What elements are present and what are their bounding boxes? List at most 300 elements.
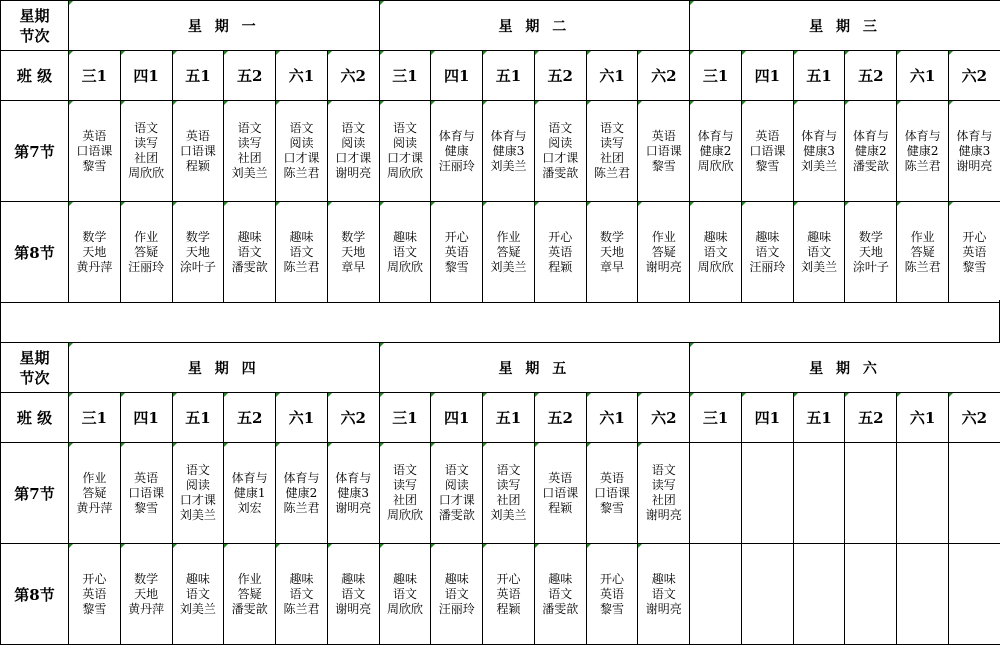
course-line: 阅读 [185, 478, 210, 492]
course-line: 黎雪 [651, 158, 676, 173]
course-line: 语文 [392, 463, 417, 477]
course-line: 谢明亮 [645, 601, 682, 616]
class-header: 五1 [172, 51, 224, 101]
empty-cell [949, 544, 1000, 645]
course-line: 语文 [392, 244, 417, 259]
empty-cell [741, 544, 793, 645]
course-line: 阅读 [289, 136, 314, 150]
course-line: 开心 [600, 571, 625, 586]
course-line: 英语 [600, 586, 625, 601]
course-line: 周欣欣 [386, 601, 423, 616]
period-label: 第7节 [1, 443, 69, 544]
course-line: 趣味 [392, 571, 417, 586]
empty-cell [793, 544, 845, 645]
course-line: 健康3 [337, 485, 370, 500]
class-header: 三1 [690, 393, 742, 443]
course-line: 作业 [496, 229, 521, 244]
course-line: 体育与 [438, 128, 475, 143]
empty-cell [741, 443, 793, 544]
course-line: 黎雪 [82, 601, 107, 616]
day-header: 星 期 五 [379, 343, 690, 393]
course-line: 健康 [444, 143, 469, 158]
course-cell [483, 101, 535, 202]
course-cell [845, 202, 897, 303]
course-line: 陈兰君 [904, 158, 941, 173]
course-line: 英语 [600, 470, 625, 485]
course-line: 健康2 [285, 485, 318, 500]
course-line: 语文 [600, 121, 625, 135]
schedule-block-2 [0, 342, 1000, 645]
class-header: 六1 [897, 51, 949, 101]
corner-cell [1, 1, 69, 51]
course-line: 黎雪 [82, 158, 107, 173]
course-cell [586, 544, 638, 645]
empty-cell [897, 443, 949, 544]
class-header: 六2 [638, 51, 690, 101]
course-cell [224, 202, 276, 303]
course-line: 口才课 [386, 151, 423, 165]
course-cell [431, 101, 483, 202]
course-line: 健康1 [233, 485, 266, 500]
class-header: 六2 [638, 393, 690, 443]
course-cell [120, 544, 172, 645]
day-header-row [1, 1, 1000, 51]
class-header: 五2 [224, 393, 276, 443]
course-line: 谢明亮 [335, 601, 372, 616]
course-line: 答疑 [82, 485, 107, 500]
course-cell [379, 202, 431, 303]
course-line: 趣味 [807, 229, 832, 244]
class-header: 四1 [120, 51, 172, 101]
course-cell [224, 101, 276, 202]
course-line: 趣味 [185, 571, 210, 586]
course-cell [949, 202, 1000, 303]
course-line: 谢明亮 [335, 500, 372, 515]
period-row [1, 443, 1000, 544]
table-gap [0, 300, 1000, 342]
class-header: 六2 [949, 393, 1000, 443]
course-line: 健康2 [699, 143, 732, 158]
class-header: 五2 [845, 393, 897, 443]
course-cell [586, 443, 638, 544]
empty-cell [897, 544, 949, 645]
period-row [1, 202, 1000, 303]
course-line: 答疑 [237, 586, 262, 601]
course-cell [69, 544, 121, 645]
course-line: 趣味 [341, 571, 366, 586]
course-line: 体育与 [697, 128, 734, 143]
course-line: 语文 [134, 121, 159, 135]
course-line: 答疑 [651, 244, 676, 259]
course-cell [534, 202, 586, 303]
corner-label: 星期 [19, 6, 50, 25]
course-line: 潘雯歆 [231, 259, 268, 274]
course-line: 天地 [82, 244, 107, 259]
course-cell [69, 443, 121, 544]
day-header: 星 期 四 [69, 343, 380, 393]
course-line: 周欣欣 [697, 259, 734, 274]
course-line: 程颖 [548, 500, 573, 515]
day-header: 星 期 一 [69, 1, 380, 51]
course-line: 黎雪 [444, 259, 469, 274]
course-cell [379, 544, 431, 645]
course-line: 口语课 [645, 143, 682, 158]
course-line: 读写 [134, 136, 159, 150]
course-line: 黎雪 [600, 500, 625, 515]
course-line: 阅读 [392, 136, 417, 150]
class-header: 三1 [69, 51, 121, 101]
course-line: 作业 [134, 229, 159, 244]
class-header: 三1 [690, 51, 742, 101]
corner-label: 节次 [19, 26, 50, 45]
course-line: 周欣欣 [386, 259, 423, 274]
course-cell [276, 443, 328, 544]
class-header: 五1 [793, 393, 845, 443]
course-cell [638, 544, 690, 645]
corner-label: 星期 [19, 348, 50, 367]
course-line: 刘美兰 [490, 259, 527, 274]
course-line: 英语 [444, 244, 469, 259]
class-header: 四1 [741, 393, 793, 443]
course-line: 趣味 [548, 571, 573, 586]
course-line: 开心 [82, 571, 107, 586]
course-line: 趣味 [289, 571, 314, 586]
course-line: 章早 [600, 259, 625, 274]
class-header: 四1 [431, 393, 483, 443]
course-line: 数学 [341, 229, 366, 244]
course-line: 周欣欣 [386, 166, 423, 180]
course-line: 阅读 [548, 136, 573, 150]
course-line: 趣味 [392, 229, 417, 244]
course-line: 刘美兰 [179, 508, 216, 522]
course-cell [327, 544, 379, 645]
course-cell [120, 443, 172, 544]
course-cell [638, 443, 690, 544]
course-line: 数学 [134, 571, 159, 586]
course-cell [690, 101, 742, 202]
course-line: 潘雯歆 [231, 601, 268, 616]
course-cell [638, 202, 690, 303]
course-line: 黎雪 [755, 158, 780, 173]
course-line: 语文 [341, 586, 366, 601]
course-line: 作业 [237, 571, 262, 586]
course-line: 数学 [185, 229, 210, 244]
course-line: 趣味 [651, 571, 676, 586]
course-line: 体育与 [956, 128, 993, 143]
class-header: 五2 [224, 51, 276, 101]
course-line: 英语 [134, 470, 159, 485]
day-header: 星 期 三 [690, 1, 1000, 51]
course-line: 语文 [289, 121, 314, 135]
course-cell [431, 443, 483, 544]
course-cell [276, 544, 328, 645]
course-line: 社团 [600, 151, 625, 165]
empty-cell [793, 443, 845, 544]
course-cell [327, 101, 379, 202]
class-header: 三1 [379, 393, 431, 443]
course-line: 语文 [807, 244, 832, 259]
course-line: 答疑 [496, 244, 521, 259]
course-cell [431, 544, 483, 645]
course-line: 英语 [962, 244, 987, 259]
course-cell [534, 443, 586, 544]
course-line: 陈兰君 [283, 166, 320, 180]
course-line: 读写 [496, 478, 521, 492]
course-cell [483, 202, 535, 303]
course-line: 天地 [600, 244, 625, 259]
course-line: 刘美兰 [231, 166, 268, 180]
course-line: 体育与 [283, 470, 320, 485]
course-line: 答疑 [134, 244, 159, 259]
course-line: 程颖 [496, 601, 521, 616]
course-line: 语文 [651, 463, 676, 477]
course-line: 趣味 [444, 571, 469, 586]
course-line: 体育与 [904, 128, 941, 143]
course-line: 潘雯歆 [542, 601, 579, 616]
course-line: 英语 [496, 586, 521, 601]
course-cell [120, 202, 172, 303]
course-line: 黎雪 [134, 500, 159, 515]
class-header: 六1 [276, 393, 328, 443]
class-header: 五2 [845, 51, 897, 101]
course-line: 开心 [548, 229, 573, 244]
course-line: 语文 [237, 244, 262, 259]
course-cell [172, 443, 224, 544]
class-header: 六2 [327, 51, 379, 101]
course-cell [586, 101, 638, 202]
course-line: 数学 [82, 229, 107, 244]
course-cell [793, 101, 845, 202]
course-line: 趣味 [755, 229, 780, 244]
course-line: 汪丽玲 [438, 601, 475, 616]
empty-cell [845, 443, 897, 544]
course-cell [690, 202, 742, 303]
course-line: 健康2 [855, 143, 887, 158]
class-header: 六1 [897, 393, 949, 443]
course-line: 健康3 [803, 143, 835, 158]
class-header-row [1, 393, 1000, 443]
corner-cell [1, 343, 69, 393]
course-line: 黎雪 [962, 259, 987, 274]
course-line: 口语课 [179, 143, 216, 158]
course-line: 社团 [651, 493, 676, 507]
course-line: 涂叶子 [179, 259, 216, 274]
course-line: 作业 [82, 470, 107, 485]
course-cell [224, 443, 276, 544]
course-line: 谢明亮 [645, 259, 682, 274]
course-line: 周欣欣 [697, 158, 734, 173]
class-header: 五1 [483, 51, 535, 101]
class-header: 五1 [172, 393, 224, 443]
course-line: 英语 [651, 128, 676, 143]
course-cell [379, 101, 431, 202]
period-row [1, 101, 1000, 202]
course-line: 刘美兰 [179, 601, 216, 616]
class-header: 四1 [431, 51, 483, 101]
course-line: 章早 [341, 259, 366, 274]
course-line: 陈兰君 [594, 166, 631, 180]
course-line: 社团 [237, 151, 262, 165]
course-cell [534, 101, 586, 202]
class-row-label: 班 级 [1, 51, 69, 101]
course-line: 谢明亮 [645, 508, 682, 522]
course-line: 开心 [496, 571, 521, 586]
course-cell [483, 443, 535, 544]
course-line: 陈兰君 [283, 601, 320, 616]
course-line: 数学 [600, 229, 625, 244]
course-cell [897, 202, 949, 303]
course-line: 趣味 [237, 229, 262, 244]
course-line: 口才课 [179, 493, 216, 507]
course-line: 体育与 [335, 470, 372, 485]
class-header: 六2 [949, 51, 1000, 101]
class-header: 五2 [534, 51, 586, 101]
course-line: 体育与 [490, 128, 527, 143]
course-line: 语文 [703, 244, 728, 259]
course-line: 天地 [341, 244, 366, 259]
period-label: 第8节 [1, 544, 69, 645]
course-line: 潘雯歆 [542, 166, 579, 180]
class-header-row [1, 51, 1000, 101]
course-cell [483, 544, 535, 645]
empty-cell [690, 544, 742, 645]
course-line: 黄丹萍 [76, 259, 113, 274]
course-line: 读写 [651, 478, 676, 492]
course-line: 社团 [496, 493, 521, 507]
empty-cell [949, 443, 1000, 544]
course-cell [276, 101, 328, 202]
course-line: 周欣欣 [386, 508, 423, 522]
course-cell [172, 101, 224, 202]
course-line: 语文 [237, 121, 262, 135]
course-line: 程颖 [185, 158, 210, 173]
course-cell [69, 202, 121, 303]
course-line: 刘美兰 [490, 508, 527, 522]
course-line: 体育与 [231, 470, 268, 485]
course-line: 开心 [962, 229, 987, 244]
course-line: 体育与 [801, 128, 838, 143]
course-line: 读写 [237, 136, 262, 150]
course-line: 作业 [910, 229, 935, 244]
course-line: 口才课 [542, 151, 579, 165]
course-line: 语文 [444, 463, 469, 477]
course-line: 读写 [600, 136, 625, 150]
course-line: 口才课 [438, 493, 475, 507]
course-line: 口语课 [749, 143, 786, 158]
course-line: 口语课 [128, 485, 165, 500]
course-cell [949, 101, 1000, 202]
course-line: 语文 [548, 121, 573, 135]
course-line: 英语 [82, 586, 107, 601]
course-line: 语文 [392, 121, 417, 135]
course-line: 口语课 [76, 143, 113, 158]
course-cell [172, 202, 224, 303]
course-line: 语文 [392, 586, 417, 601]
schedule-table-1 [0, 0, 1000, 303]
class-header: 四1 [741, 51, 793, 101]
day-header: 星 期 六 [690, 343, 1000, 393]
course-cell [741, 202, 793, 303]
course-cell [327, 202, 379, 303]
course-line: 作业 [651, 229, 676, 244]
schedule-table-2 [0, 342, 1000, 645]
course-line: 程颖 [548, 259, 573, 274]
course-line: 天地 [858, 244, 883, 259]
class-header: 四1 [120, 393, 172, 443]
course-line: 体育与 [852, 128, 889, 143]
course-line: 陈兰君 [283, 259, 320, 274]
course-line: 涂叶子 [852, 259, 889, 274]
course-line: 汪丽玲 [438, 158, 475, 173]
course-line: 答疑 [910, 244, 935, 259]
course-line: 趣味 [289, 229, 314, 244]
course-cell [224, 544, 276, 645]
course-line: 读写 [392, 478, 417, 492]
course-line: 健康3 [492, 143, 525, 158]
course-line: 英语 [548, 470, 573, 485]
course-line: 语文 [651, 586, 676, 601]
course-cell [172, 544, 224, 645]
course-line: 天地 [185, 244, 210, 259]
course-cell [431, 202, 483, 303]
course-line: 语文 [289, 244, 314, 259]
class-header: 六1 [586, 393, 638, 443]
course-line: 口语课 [594, 485, 631, 500]
course-line: 黄丹萍 [76, 500, 113, 515]
course-line: 黄丹萍 [128, 601, 165, 616]
course-line: 语文 [755, 244, 780, 259]
course-line: 开心 [444, 229, 469, 244]
course-line: 口语课 [542, 485, 579, 500]
schedule-block-1 [0, 0, 1000, 303]
course-cell [638, 101, 690, 202]
course-line: 社团 [392, 493, 417, 507]
course-line: 口才课 [283, 151, 320, 165]
course-line: 英语 [548, 244, 573, 259]
course-line: 汪丽玲 [128, 259, 165, 274]
day-header: 星 期 二 [379, 1, 690, 51]
course-line: 谢明亮 [956, 158, 993, 173]
course-line: 陈兰君 [904, 259, 941, 274]
course-cell [327, 443, 379, 544]
course-line: 谢明亮 [335, 166, 372, 180]
course-cell [897, 101, 949, 202]
course-line: 陈兰君 [283, 500, 320, 515]
course-line: 天地 [134, 586, 159, 601]
course-line: 阅读 [444, 478, 469, 492]
class-header: 五1 [483, 393, 535, 443]
class-header: 六2 [327, 393, 379, 443]
class-header: 六1 [276, 51, 328, 101]
course-line: 语文 [444, 586, 469, 601]
course-line: 周欣欣 [128, 166, 165, 180]
course-line: 数学 [858, 229, 883, 244]
class-row-label: 班 级 [1, 393, 69, 443]
course-line: 刘美兰 [801, 259, 838, 274]
course-cell [276, 202, 328, 303]
course-line: 英语 [82, 128, 107, 143]
course-line: 阅读 [341, 136, 366, 150]
class-header: 五2 [534, 393, 586, 443]
course-cell [586, 202, 638, 303]
course-line: 语文 [496, 463, 521, 477]
course-cell [845, 101, 897, 202]
class-header: 三1 [379, 51, 431, 101]
course-line: 健康3 [958, 143, 991, 158]
course-cell [534, 544, 586, 645]
course-cell [793, 202, 845, 303]
course-line: 语文 [548, 586, 573, 601]
